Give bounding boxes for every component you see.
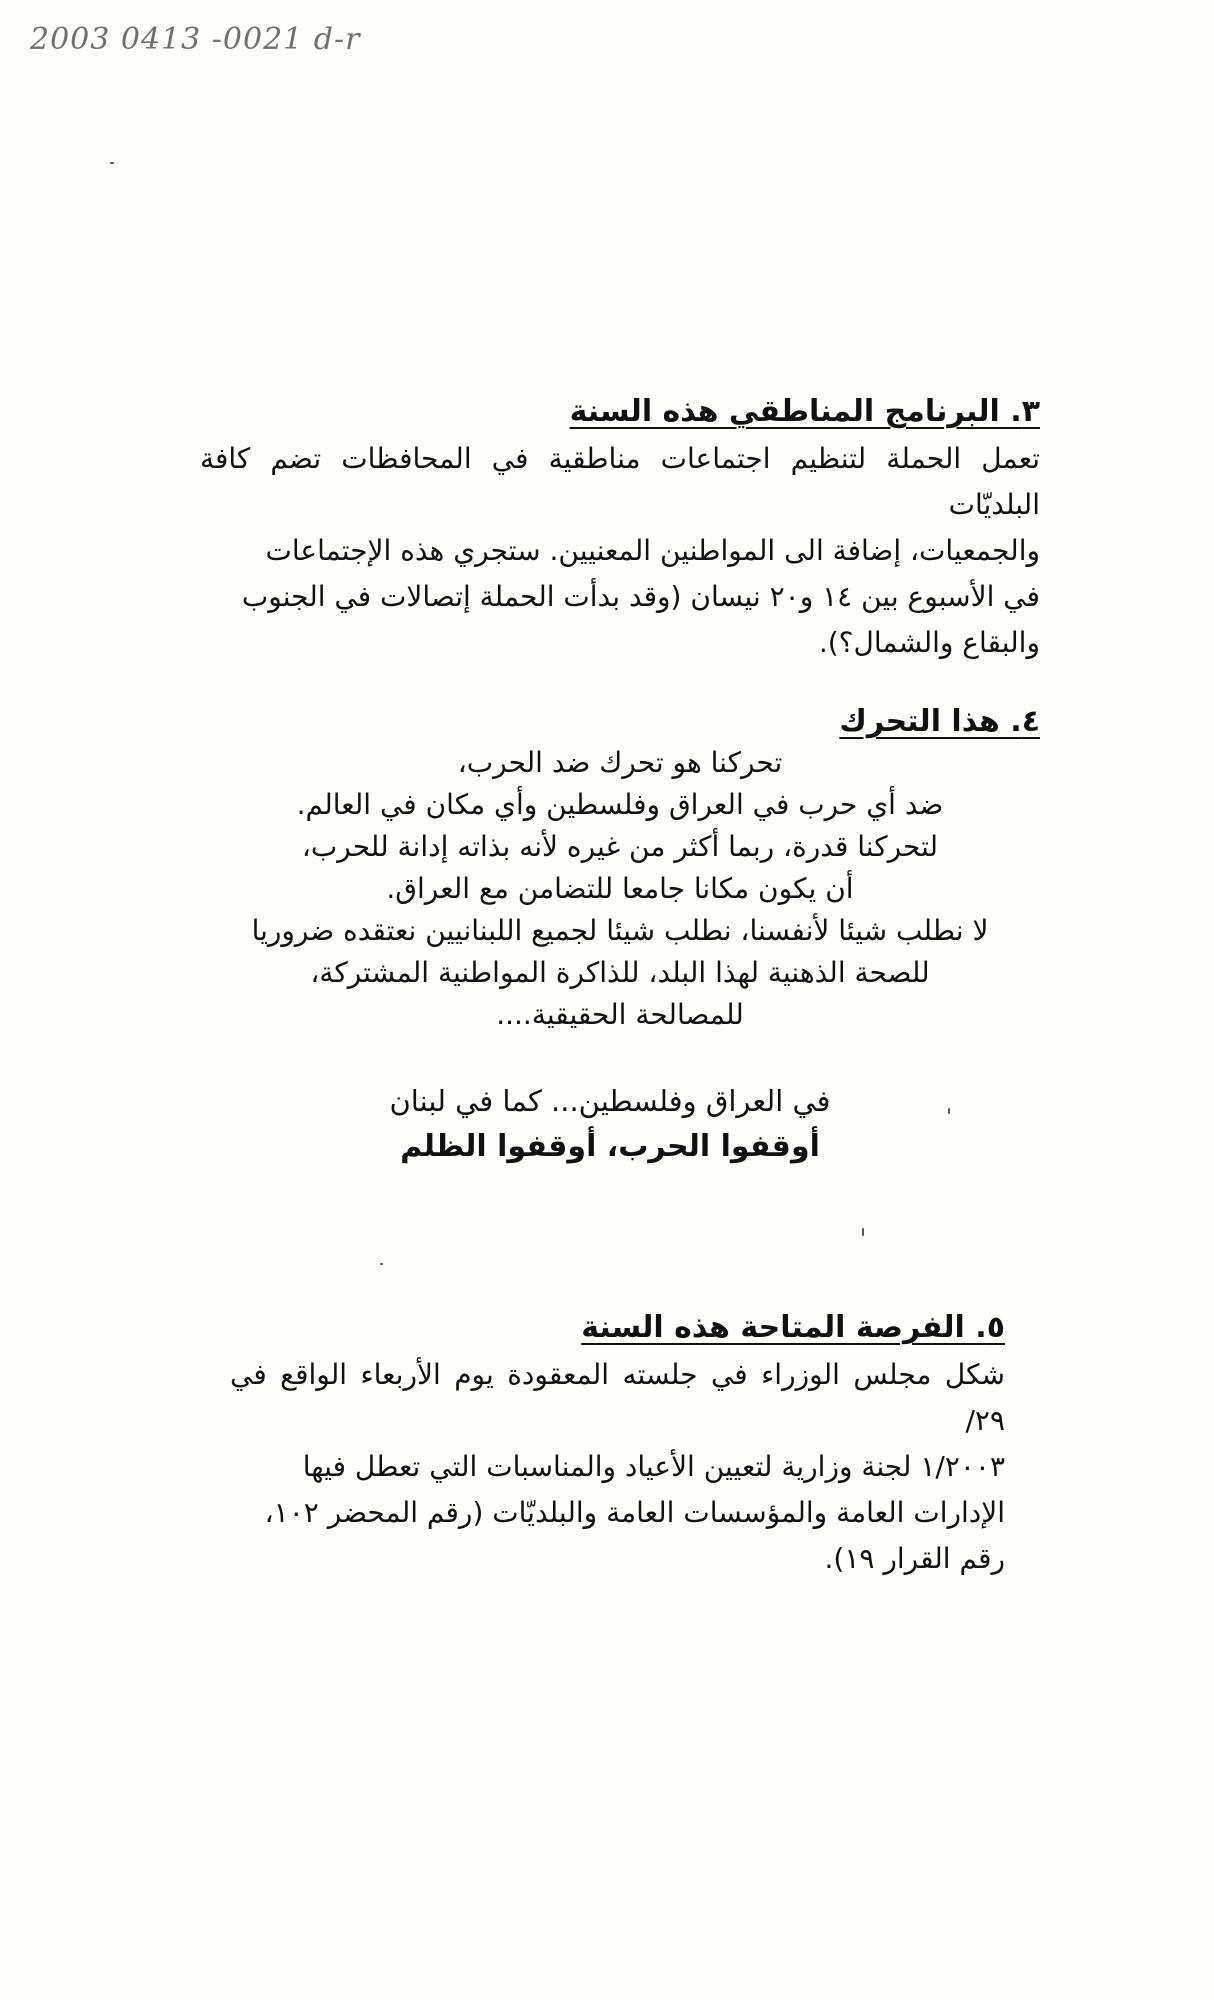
- statement-line: للمصالحة الحقيقية....: [496, 998, 744, 1031]
- scan-speck: [110, 162, 114, 164]
- statement-line: ضد أي حرب في العراق وفلسطين وأي مكان في العالم.: [296, 788, 944, 821]
- section-regional-program: [200, 392, 1040, 666]
- section-opportunity: [230, 1308, 1005, 1582]
- paragraph-line: تعمل الحملة لتنظيم اجتماعات مناطقية في المحافظات تضم كافة البلديّات: [200, 442, 1040, 521]
- campaign-slogan: [330, 1078, 890, 1170]
- movement-statement: [180, 742, 1060, 1036]
- scan-speck: [380, 1263, 383, 1265]
- handwritten-reference-number: 2003 0413 -0021 d-r: [30, 22, 361, 57]
- section-paragraph: [200, 436, 1040, 666]
- statement-line: لا نطلب شيئا لأنفسنا، نطلب شيئا لجميع اللبنانيين نعتقده ضروريا: [251, 914, 989, 947]
- statement-line: للصحة الذهنية لهذا البلد، للذاكرة المواطنية المشتركة،: [310, 956, 930, 989]
- section-heading: ٤. هذا التحرك: [839, 704, 1040, 739]
- paragraph-line: شكل مجلس الوزراء في جلسته المعقودة يوم الأربعاء الواقع في ٢٩/: [230, 1358, 1005, 1437]
- paragraph-line: والبقاع والشمال؟).: [818, 626, 1040, 659]
- section-heading: ٣. البرنامج المناطقي هذه السنة: [569, 394, 1040, 429]
- scan-speck: [948, 1108, 950, 1114]
- scan-speck: [862, 1228, 864, 1236]
- paragraph-line: والجمعيات، إضافة الى المواطنين المعنيين. ستجري هذه الإجتماعات: [265, 534, 1040, 567]
- paragraph-line: ١/٢٠٠٣ لجنة وزارية لتعيين الأعياد والمناسبات التي تعطل فيها: [302, 1450, 1005, 1483]
- statement-line: أن يكون مكانا جامعا للتضامن مع العراق.: [386, 872, 854, 905]
- paragraph-line: رقم القرار ١٩).: [824, 1542, 1005, 1575]
- statement-line: تحركنا هو تحرك ضد الحرب،: [457, 746, 783, 779]
- section-heading: ٥. الفرصة المتاحة هذه السنة: [581, 1310, 1005, 1345]
- slogan-line: في العراق وفلسطين... كما في لبنان: [389, 1084, 831, 1118]
- paragraph-line: الإدارات العامة والمؤسسات العامة والبلديّات (رقم المحضر ١٠٢،: [264, 1496, 1005, 1529]
- section-paragraph: [230, 1352, 1005, 1582]
- statement-line: لتحركنا قدرة، ربما أكثر من غيره لأنه بذاته إدانة للحرب،: [301, 830, 939, 863]
- paragraph-line: في الأسبوع بين ١٤ و٢٠ نيسان (وقد بدأت الحملة إتصالات في الجنوب: [241, 580, 1040, 613]
- slogan-line-bold: أوقفوا الحرب، أوقفوا الظلم: [400, 1129, 820, 1164]
- section-this-movement: [700, 702, 1040, 742]
